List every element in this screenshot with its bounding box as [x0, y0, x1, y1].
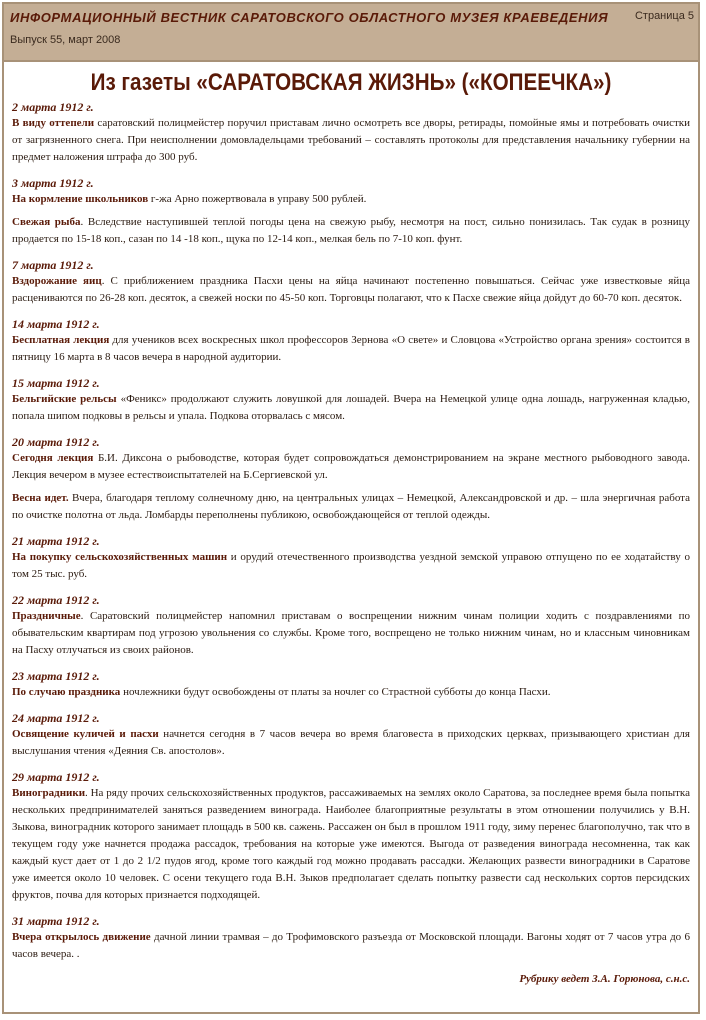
article-content — [12, 66, 690, 985]
news-entry — [12, 258, 690, 307]
entry-date: 20 марта 1912 г. — [12, 435, 100, 449]
news-entry — [12, 317, 690, 366]
news-item-lead: Сегодня лекция — [12, 452, 94, 464]
news-item — [12, 929, 690, 963]
news-item-text: и орудий отечественного производства уездной земской управою отпущено по ее ходатайству о том 25 тыс. руб. — [12, 551, 690, 580]
news-item-lead: Праздничные — [12, 610, 81, 622]
news-item-lead: По случаю праздника — [12, 686, 121, 698]
page-frame — [2, 2, 700, 1014]
news-entry — [12, 711, 690, 760]
news-item-text: для учеников всех воскресных школ профессоров Зернова «О свете» и Словцова «Устройство органа зрения» состоится в пятницу 16 марта в 8 часов вечера в народной аудитории. — [12, 334, 690, 363]
news-item — [12, 785, 690, 904]
news-item — [12, 391, 690, 425]
news-item-text: «Феникс» продолжают служить ловушкой для лошадей. Вчера на Немецкой улице одна лошадь, нагруженная кладью, попала шипом подковы в рельсы и упала. Подкова оторвалась с мясом. — [12, 393, 690, 422]
news-item — [12, 273, 690, 307]
news-item-lead: Свежая рыба — [12, 216, 81, 228]
entries-list — [12, 100, 690, 963]
news-item-lead: Освящение куличей и пасхи — [12, 728, 159, 740]
news-item-text: ночлежники будут освобождены от платы за ночлег со Страстной субботы до конца Пасхи. — [120, 686, 551, 698]
news-item-text: . Саратовский полицмейстер напомнил приставам о воспрещении нижним чинам полиции ходить с поздравлениями по обывательским квартирам под угрозою увольнения со службы. Кроме того, воспрещено не только нижним чинам, но и классным чиновникам на Пасху отлучаться из своих районов. — [12, 610, 690, 656]
entry-date: 2 марта 1912 г. — [12, 100, 94, 114]
news-entry — [12, 376, 690, 425]
news-item — [12, 450, 690, 484]
news-item-lead: Вздорожание яиц — [12, 275, 102, 287]
news-item-lead: На покупку сельскохозяйственных машин — [12, 551, 228, 563]
entry-date: 31 марта 1912 г. — [12, 914, 100, 928]
news-item-text: . С приближением праздника Пасхи цены на яйца начинают постепенно повышаться. Сейчас уже известковые яйца расцениваются по 26-28 коп. десяток, а свежей носки по 45-50 коп. Торговцы полагают, что к Пасхе свежие яйца дойдут до 60-70 коп. десяток. — [12, 275, 690, 304]
news-item — [12, 191, 690, 208]
news-item-lead: Бесплатная лекция — [12, 334, 110, 346]
news-item — [12, 490, 690, 524]
entry-date: 7 марта 1912 г. — [12, 258, 94, 272]
news-entry — [12, 669, 690, 701]
news-item-text: дачной линии трамвая – до Трофимовского разъезда от Московской площади. Вагоны ходят от 7 часов утра до 6 часов вечера. . — [12, 931, 690, 960]
entry-date: 24 марта 1912 г. — [12, 711, 100, 725]
issue-label: Выпуск 55, март 2008 — [10, 34, 121, 46]
entry-date: 29 марта 1912 г. — [12, 770, 100, 784]
news-item — [12, 684, 690, 701]
news-item-text: . Вследствие наступившей теплой погоды цена на свежую рыбу, несмотря на пост, сильно понизилась. Так судак в розницу продается по 15-18 коп., сазан по 14 -18 коп., щука по 12-14 коп., мелкая бель по 7-10 коп. фунт. — [12, 216, 690, 245]
news-item-lead: В виду оттепели — [12, 117, 95, 129]
news-entry — [12, 176, 690, 248]
news-item-text: . На ряду прочих сельскохозяйственных продуктов, рассаживаемых на землях около Саратова, за последнее время была попытка нескольких предпринимателей заняться разведением винограда. Наиболее благоприятные результаты в этом отношении получились у В.Н. Зыкова, виноградник которого занимает площадь в 500 кв. сажень. Рассажен он был в прошлом 1911 году, зиму перенес благополучно, так что в текущем году уже начнется продажа рассадок, требования на которые уже имеются. Выгода от разведения винограда несомненна, так как каждый куст дает от 1 до 2 1/2 пудов ягод, кроме того каждый год можно продавать рассадки. Желающих развести виноградники в Саратове уже имеется около 10 человек. С осени текущего года В.Н. Зыков предполагает сделать попытку развести сад нескольких сортов персидских фруктов, почва для которых признается подходящей. — [12, 787, 690, 901]
news-item-lead: Вчера открылось движение — [12, 931, 151, 943]
news-entry — [12, 435, 690, 524]
news-item-text: г-жа Арно пожертвовала в управу 500 рублей. — [148, 193, 367, 205]
news-item-text: Б.И. Диксона о рыбоводстве, которая будет сопровождаться демонстрированием на экране местного рыбоводного завода. Лекция вечером в музее естествоиспытателей на Б.Сергиевской ул. — [12, 452, 690, 481]
article-title: Из газеты «САРАТОВСКАЯ ЖИЗНЬ» («КОПЕЕЧКА») — [90, 69, 612, 96]
news-entry — [12, 593, 690, 659]
news-item-lead: Виноградники — [12, 787, 86, 799]
entry-date: 23 марта 1912 г. — [12, 669, 100, 683]
newsletter-title: ИНФОРМАЦИОННЫЙ ВЕСТНИК САРАТОВСКОГО ОБЛАСТНОГО МУЗЕЯ КРАЕВЕДЕНИЯ — [10, 10, 609, 25]
news-item — [12, 608, 690, 659]
news-entry — [12, 914, 690, 963]
news-entry — [12, 100, 690, 166]
news-item — [12, 332, 690, 366]
news-item-text: Вчера, благодаря теплому солнечному дню, на центральных улицах – Немецкой, Александровской и др. – шла энергичная работа по очистке полотна от льда. Ломбарды переполнены публикою, освобождающейся от теплой одежды. — [12, 492, 690, 521]
news-item-lead: Весна идет. — [12, 492, 69, 504]
newsletter-header — [4, 4, 698, 62]
signature: Рубрику ведет З.А. Горюнова, с.н.с. — [519, 973, 690, 985]
news-item — [12, 115, 690, 166]
entry-date: 21 марта 1912 г. — [12, 534, 100, 548]
news-item — [12, 726, 690, 760]
entry-date: 3 марта 1912 г. — [12, 176, 94, 190]
page-number: Страница 5 — [634, 10, 694, 22]
news-entry — [12, 770, 690, 904]
news-item — [12, 214, 690, 248]
entry-date: 22 марта 1912 г. — [12, 593, 100, 607]
news-item-lead: На кормление школьников — [12, 193, 149, 205]
news-item — [12, 549, 690, 583]
news-entry — [12, 534, 690, 583]
entry-date: 14 марта 1912 г. — [12, 317, 100, 331]
news-item-lead: Бельгийские рельсы — [12, 393, 117, 405]
entry-date: 15 марта 1912 г. — [12, 376, 100, 390]
news-item-text: саратовский полицмейстер поручил приставам лично осмотреть все дворы, ретирады, помойные ямы и потребовать очистки от загрязненного снега. При неисполнении домовладельцами требований – составлять протоколы для представления начальнику губернии на предмет наложения штрафа до 300 руб. — [12, 117, 691, 163]
news-item-text: начнется сегодня в 7 часов вечера во время благовеста в приходских церквах, призывающего христиан для выслушания чтения «Деяния Св. апостолов». — [12, 728, 690, 757]
